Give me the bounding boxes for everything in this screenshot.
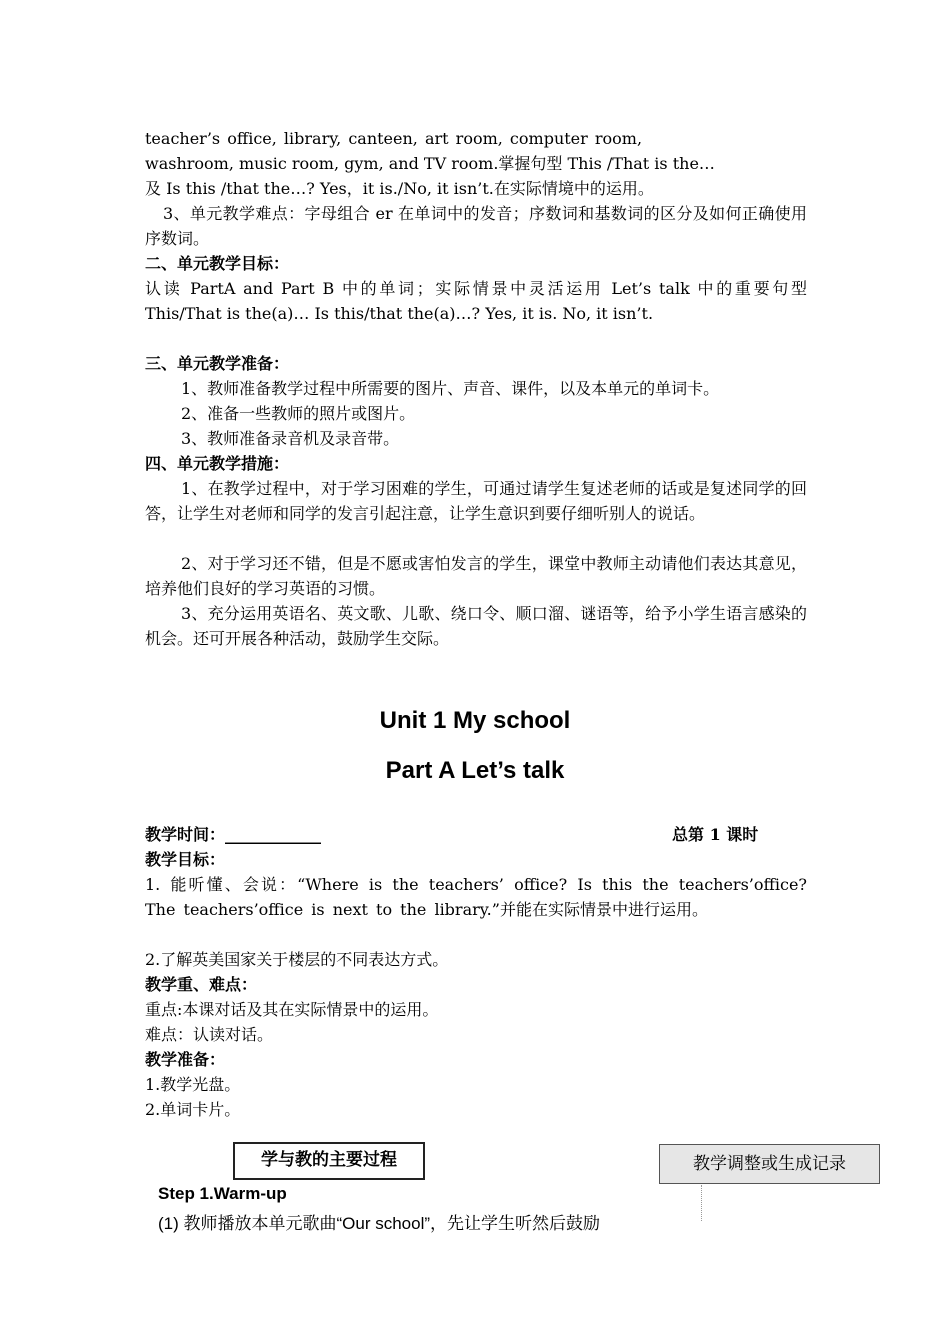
intro-line-3: 及 Is this /that the…? Yes，it is./No, it isn’t.在实际情境中的运用。 [145,179,654,198]
section3-item-3: 3、教师准备录音机及录音带。 [181,429,400,448]
step-1-item-1: (1) 教师播放本单元歌曲“Our school”，先让学生听然后鼓励 [158,1214,601,1233]
section3-item-1: 1、教师准备教学过程中所需要的图片、声音、课件，以及本单元的单词卡。 [181,379,720,398]
unit-difficulty: 3、单元教学难点：字母组合 er 在单词中的发音；序数词和基数词的区分及如何正确使用序数词。 [145,204,807,248]
period-number: 总第 1 课时 [672,825,759,844]
intro-line-1: teacher’s office, library, canteen, art room, computer room, [145,129,643,148]
goals-heading: 教学目标： [145,850,226,869]
key-point: 重点:本课对话及其在实际情景中的运用。 [145,1000,439,1019]
teaching-time: 教学时间：____________ [145,825,322,844]
prep-heading: 教学准备： [145,1050,226,1069]
section4-item-1: 1、在教学过程中，对于学习困难的学生，可通过请学生复述老师的话或是复述同学的回答，让学生对老师和同学的发言引起注意，让学生意识到要仔细听别人的说话。 [145,479,807,523]
section4-item-3: 3、充分运用英语名、英文歌、儿歌、绕口令、顺口溜、谜语等，给予小学生语言感染的机会。还可开展各种活动，鼓励学生交际。 [145,604,807,648]
prep-item-2: 2.单词卡片。 [145,1100,241,1119]
step-1-heading: Step 1.Warm-up [158,1184,287,1203]
lesson-subtitle: Part A Let’s talk [385,757,565,784]
goal-1: 1. 能听懂、会说：“Where is the teachers’ office? Is this the teachers’office? The teachers’office is next to the library.”并能在实际情景中进行运用。 [145,875,807,919]
section3-heading: 三、单元教学准备： [145,354,290,373]
section2-text: 认读 PartA and Part B 中的单词；实际情景中灵活运用 Let’s talk 中的重要句型 This/That is the(a)… Is this/that the(a)…? Yes, it is. No, it isn’t. [145,279,807,323]
key-heading: 教学重、难点： [145,975,258,994]
section4-item-2: 2、对于学习还不错，但是不愿或害怕发言的学生，课堂中教师主动请他们表达其意见，培养他们良好的学习英语的习惯。 [145,554,807,598]
section3-item-2: 2、准备一些教师的照片或图片。 [181,404,416,423]
goal-2: 2.了解英美国家关于楼层的不同表达方式。 [145,950,449,969]
intro-line-2: washroom, music room, gym, and TV room.掌握句型 This /That is the… [145,154,715,173]
lesson-title: Unit 1 My school [379,707,571,734]
dotted-divider [701,1185,702,1221]
process-box: 学与教的主要过程 [233,1142,425,1180]
prep-item-1: 1.教学光盘。 [145,1075,241,1094]
section2-heading: 二、单元教学目标： [145,254,290,273]
difficult-point: 难点：认读对话。 [145,1025,274,1044]
record-box: 教学调整或生成记录 [659,1144,880,1184]
section4-heading: 四、单元教学措施： [145,454,290,473]
